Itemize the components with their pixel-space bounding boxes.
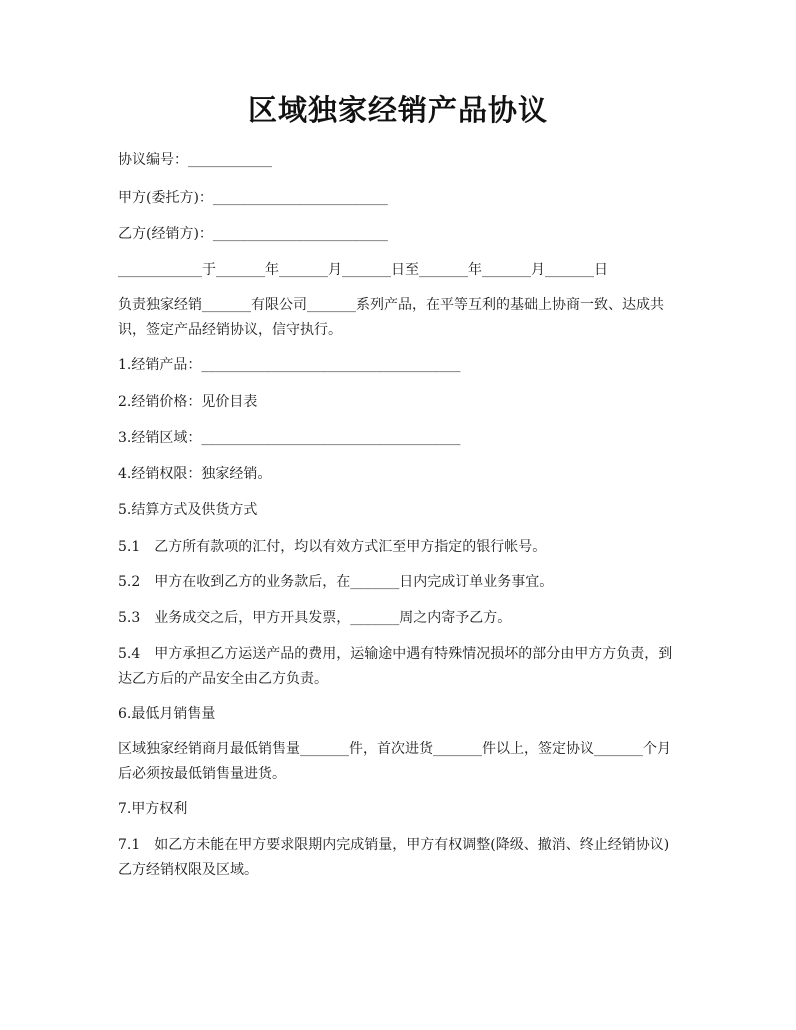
- clause-5-heading: 5.结算方式及供货方式: [118, 502, 258, 518]
- clause-7-1: 7.1 如乙方未能在甲方要求限期内完成销量，甲方有权调整(降级、撤消、终止经销协议)乙方经销权限及区域。: [118, 837, 670, 878]
- clause-1: 1.经销产品：_____________________________________: [118, 357, 461, 373]
- agreement-number: 协议编号：____________: [118, 152, 272, 168]
- clause-3: 3.经销区域：_____________________________________: [118, 430, 461, 446]
- clause-2: 2.经销价格：见价目表: [118, 394, 258, 410]
- party-a: 甲方(委托方)：_________________________: [118, 190, 388, 206]
- document-title: 区域独家经销产品协议: [247, 93, 548, 127]
- clause-5-3: 5.3 业务成交之后，甲方开具发票，_______周之内寄予乙方。: [118, 610, 512, 626]
- clause-7-heading: 7.甲方权利: [118, 801, 188, 817]
- intro-paragraph: 负责独家经销_______有限公司_______系列产品，在平等互利的基础上协商一致、达成共识，签定产品经销协议，信守执行。: [118, 297, 664, 338]
- clause-5-1: 5.1 乙方所有款项的汇付，均以有效方式汇至甲方指定的银行帐号。: [118, 539, 547, 555]
- clause-5-4: 5.4 甲方承担乙方运送产品的费用，运输途中遇有特殊情况损坏的部分由甲方方负责，到达乙方后的产品安全由乙方负责。: [118, 646, 673, 687]
- date-line: ____________于_______年_______月_______日至_______年_______月_______日: [118, 262, 608, 278]
- clause-5-2: 5.2 甲方在收到乙方的业务款后，在_______日内完成订单业务事宜。: [118, 574, 554, 590]
- clause-4: 4.经销权限：独家经销。: [118, 466, 272, 482]
- clause-6-heading: 6.最低月销售量: [118, 706, 216, 722]
- clause-6-body: 区域独家经销商月最低销售量_______件，首次进货_______件以上，签定协议_______个月后必须按最低销售量进货。: [118, 741, 671, 782]
- party-b: 乙方(经销方)：_________________________: [118, 226, 388, 242]
